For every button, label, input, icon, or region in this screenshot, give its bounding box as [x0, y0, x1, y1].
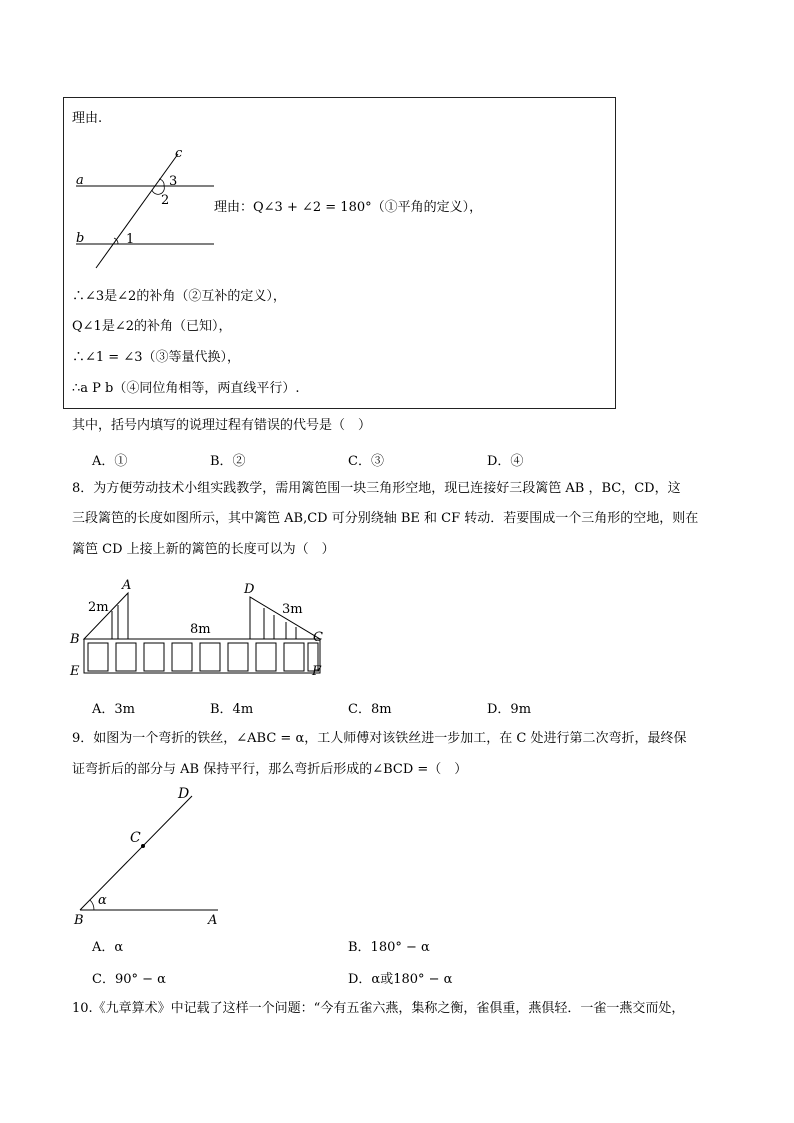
reason-line-4: ∴∠1 = ∠3（③等量代换）， [72, 350, 240, 365]
q9-option-d[interactable]: D．α或180° − α [348, 972, 453, 987]
q9-line-2: 证弯折后的部分与 AB 保持平行，那么弯折后形成的∠BCD =（ ） [72, 762, 468, 777]
fence-base [84, 639, 320, 673]
segment-bd [80, 796, 192, 910]
q8-option-a[interactable]: A．3m [92, 702, 135, 717]
parallel-lines-figure [66, 140, 226, 275]
q7-option-d[interactable]: D．④ [487, 454, 524, 469]
bent-wire-figure [70, 782, 230, 930]
q9-option-c[interactable]: C．90° − α [92, 972, 166, 987]
q7-stem: 其中，括号内填写的说理过程有错误的代号是（ ） [72, 418, 372, 433]
fence-figure [68, 575, 338, 685]
q9-option-b[interactable]: B．180° − α [348, 940, 430, 955]
label-B: B [70, 632, 80, 647]
q9-line-1: 9．如图为一个弯折的铁丝，∠ABC = α，工人师傅对该铁丝进一步加工，在 C 处进行第二次弯折，最终保 [72, 731, 687, 746]
label-E: E [70, 664, 80, 679]
reason-line-2: ∴∠3是∠2的补角（②互补的定义）， [72, 289, 286, 304]
label-2m: 2m [88, 600, 109, 615]
label-c: c [175, 146, 183, 161]
label-8m: 8m [190, 622, 211, 637]
q8-option-d[interactable]: D．9m [487, 702, 532, 717]
q8-line-1: 8．为方便劳动技术小组实践教学，需用篱笆围一块三角形空地，现已连接好三段篱笆 AB ，BC，CD，这 [72, 481, 681, 496]
label-F: F [312, 664, 322, 679]
reason-line-3: Q∠1是∠2的补角（已知）， [72, 319, 232, 334]
label-C: C [130, 830, 141, 846]
label-D: D [178, 786, 190, 802]
q9-option-a[interactable]: A．α [92, 940, 124, 955]
label-angle-1: 1 [126, 232, 135, 247]
label-angle-3: 3 [169, 174, 178, 189]
reason-heading: 理由. [72, 111, 103, 126]
label-B: B [74, 913, 84, 928]
q8-option-c[interactable]: C．8m [348, 702, 392, 717]
reason-line-5: ∴a P b（④同位角相等，两直线平行）. [72, 381, 300, 396]
point-c [141, 844, 145, 848]
label-D: D [244, 582, 255, 597]
label-C: C [313, 630, 323, 645]
label-alpha: α [98, 893, 107, 908]
fence-posts [88, 643, 318, 671]
label-angle-2: 2 [161, 193, 170, 208]
label-A: A [208, 913, 218, 928]
transversal-c [96, 154, 178, 268]
q8-option-b[interactable]: B．4m [210, 702, 254, 717]
label-b: b [76, 231, 85, 246]
label-3m: 3m [282, 602, 303, 617]
label-a: a [76, 173, 84, 188]
angle-alpha-arc [90, 900, 94, 910]
reason-line-1: 理由：Q∠3 + ∠2 = 180°（①平角的定义）， [214, 200, 483, 215]
label-A: A [122, 578, 132, 593]
q7-option-c[interactable]: C．③ [348, 454, 384, 469]
q7-option-b[interactable]: B．② [210, 454, 246, 469]
q10-line-1: 10.《九章算术》中记载了这样一个问题：“今有五雀六燕，集称之衡，雀俱重，燕俱轻．一雀一燕交而处， [72, 1001, 685, 1016]
q8-line-3: 篱笆 CD 上接上新的篱笆的长度可以为（ ） [72, 542, 335, 557]
q8-line-2: 三段篱笆的长度如图所示，其中篱笆 AB,CD 可分别绕轴 BE 和 CF 转动．若要围成一个三角形的空地，则在 [72, 511, 699, 526]
q7-option-a[interactable]: A．① [92, 454, 128, 469]
